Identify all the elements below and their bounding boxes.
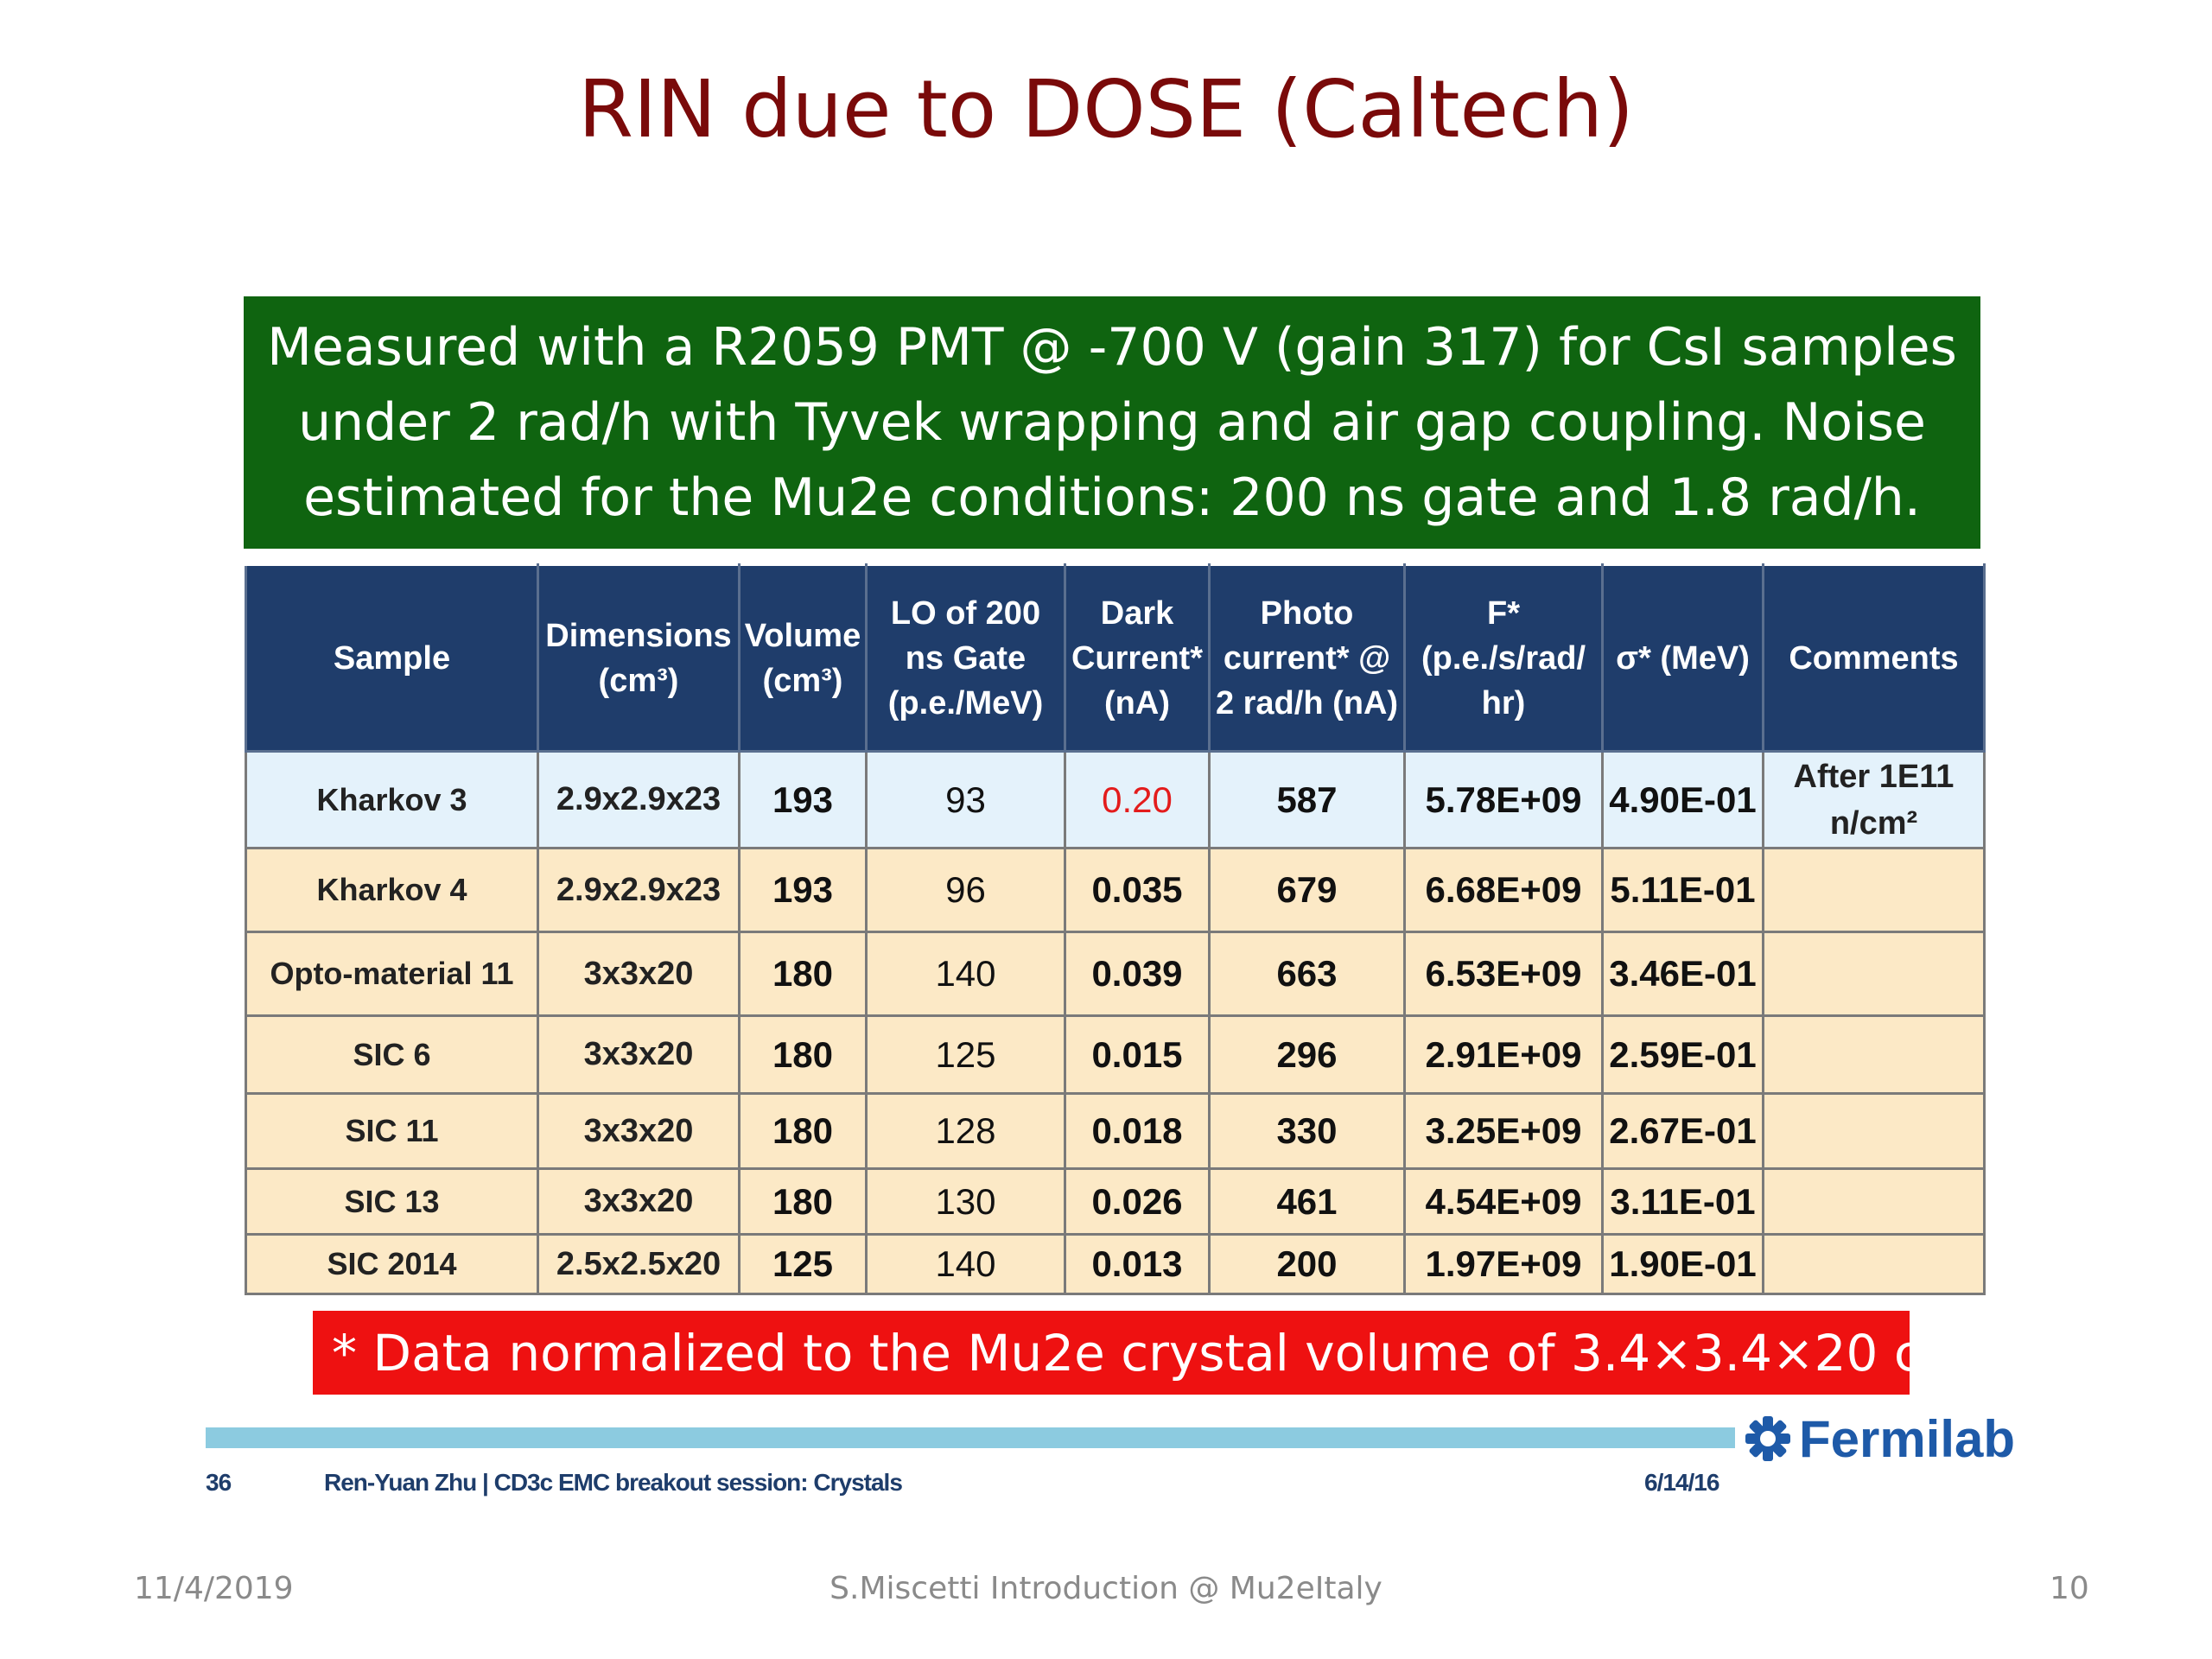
fermilab-logo [1744, 1408, 2015, 1469]
cell-photo-current: 679 [1210, 849, 1405, 932]
fermilab-logo-text: Fermilab [1799, 1409, 2016, 1468]
cell-dimensions: 3x3x20 [538, 1094, 740, 1169]
cell-f: 6.53E+09 [1405, 932, 1603, 1016]
cell-f: 5.78E+09 [1405, 752, 1603, 849]
cell-comment: After 1E11 n/cm² [1764, 752, 1985, 849]
cell-photo-current: 296 [1210, 1016, 1405, 1094]
cell-photo-current: 200 [1210, 1235, 1405, 1294]
cell-dimensions: 3x3x20 [538, 1169, 740, 1235]
cell-dimensions: 2.5x2.5x20 [538, 1235, 740, 1294]
table-row [246, 849, 1985, 932]
table-row [246, 752, 1985, 849]
cell-dimensions: 3x3x20 [538, 1016, 740, 1094]
cell-comment [1764, 1016, 1985, 1094]
cell-f: 3.25E+09 [1405, 1094, 1603, 1169]
cell-f: 6.68E+09 [1405, 849, 1603, 932]
table-row [246, 1235, 1985, 1294]
normalization-note-banner [313, 1311, 1991, 1395]
slide-title: RIN due to DOSE (Caltech) [578, 63, 1634, 156]
footer-page-number: 10 [2050, 1571, 2089, 1606]
cell-photo-current: 587 [1210, 752, 1405, 849]
cell-volume: 193 [740, 752, 867, 849]
cell-sigma: 3.11E-01 [1603, 1169, 1764, 1235]
inner-date: 6/14/16 [1644, 1469, 1719, 1496]
inner-page-number: 36 [206, 1469, 232, 1496]
table-row [246, 1094, 1985, 1169]
cell-sigma: 3.46E-01 [1603, 932, 1764, 1016]
cell-dark-current: 0.015 [1065, 1016, 1210, 1094]
table-row [246, 1016, 1985, 1094]
cell-comment [1764, 1235, 1985, 1294]
info-line-1: Measured with a R2059 PMT @ -700 V (gain 317) for CsI samples [267, 316, 1957, 378]
cell-sigma: 2.67E-01 [1603, 1094, 1764, 1169]
cell-sample: Kharkov 4 [246, 849, 538, 932]
cell-light-output: 140 [867, 1235, 1065, 1294]
inner-author: Ren-Yuan Zhu | CD3c EMC breakout session: Crystals [324, 1469, 902, 1496]
cell-sample: Opto-material 11 [246, 932, 538, 1016]
cell-sample: SIC 6 [246, 1016, 538, 1094]
cell-comment [1764, 849, 1985, 932]
cell-dark-current: 0.20 [1065, 752, 1210, 849]
cell-dark-current: 0.013 [1065, 1235, 1210, 1294]
cell-sample: Kharkov 3 [246, 752, 538, 849]
cell-light-output: 140 [867, 932, 1065, 1016]
cell-photo-current: 461 [1210, 1169, 1405, 1235]
cell-sample: SIC 2014 [246, 1235, 538, 1294]
cell-sample: SIC 13 [246, 1169, 538, 1235]
info-line-3: estimated for the Mu2e conditions: 200 ns gate and 1.8 rad/h. [303, 467, 1921, 528]
header-volume: Volume (cm³) [740, 565, 867, 752]
footer-date: 11/4/2019 [134, 1571, 294, 1606]
footer-presenter: S.Miscetti Introduction @ Mu2eItaly [830, 1571, 1382, 1606]
cell-volume: 180 [740, 1016, 867, 1094]
cell-light-output: 128 [867, 1094, 1065, 1169]
cell-sigma: 4.90E-01 [1603, 752, 1764, 849]
cell-sigma: 1.90E-01 [1603, 1235, 1764, 1294]
cell-light-output: 130 [867, 1169, 1065, 1235]
cell-dark-current: 0.035 [1065, 849, 1210, 932]
cell-light-output: 125 [867, 1016, 1065, 1094]
cell-sigma: 2.59E-01 [1603, 1016, 1764, 1094]
cell-f: 2.91E+09 [1405, 1016, 1603, 1094]
header-comments: Comments [1764, 565, 1985, 752]
cell-dark-current: 0.039 [1065, 932, 1210, 1016]
cell-volume: 180 [740, 1094, 867, 1169]
cell-volume: 180 [740, 1169, 867, 1235]
cell-f: 1.97E+09 [1405, 1235, 1603, 1294]
rin-dose-table [245, 563, 1986, 1295]
cell-volume: 125 [740, 1235, 867, 1294]
cell-sigma: 5.11E-01 [1603, 849, 1764, 932]
header-sample: Sample [246, 565, 538, 752]
cell-light-output: 96 [867, 849, 1065, 932]
header-light-output: LO of 200 ns Gate (p.e./MeV) [867, 565, 1065, 752]
cell-sample: SIC 11 [246, 1094, 538, 1169]
info-line-2: under 2 rad/h with Tyvek wrapping and air gap coupling. Noise [298, 391, 1926, 453]
table-header-row [246, 565, 1985, 752]
note-superscript: 3 [1970, 1335, 1991, 1370]
cell-dimensions: 2.9x2.9x23 [538, 752, 740, 849]
header-f: F* (p.e./s/rad/ hr) [1405, 565, 1603, 752]
table-row [246, 1169, 1985, 1235]
cell-volume: 180 [740, 932, 867, 1016]
cell-light-output: 93 [867, 752, 1065, 849]
table-row [246, 932, 1985, 1016]
cell-dark-current: 0.026 [1065, 1169, 1210, 1235]
cell-photo-current: 330 [1210, 1094, 1405, 1169]
cell-dimensions: 3x3x20 [538, 932, 740, 1016]
cell-comment [1764, 1094, 1985, 1169]
header-dimensions: Dimensions (cm³) [538, 565, 740, 752]
cell-dark-current: 0.018 [1065, 1094, 1210, 1169]
fermilab-mark-icon [1744, 1414, 1792, 1463]
header-dark-current: Dark Current* (nA) [1065, 565, 1210, 752]
cell-photo-current: 663 [1210, 932, 1405, 1016]
cell-comment [1764, 932, 1985, 1016]
footer-divider-line [206, 1427, 1735, 1448]
header-photo-current: Photo current* @ 2 rad/h (nA) [1210, 565, 1405, 752]
measurement-info-box [244, 296, 1980, 549]
cell-f: 4.54E+09 [1405, 1169, 1603, 1235]
cell-volume: 193 [740, 849, 867, 932]
note-text: * Data normalized to the Mu2e crystal volume of 3.4×3.4×20 cm [332, 1323, 1971, 1382]
cell-dimensions: 2.9x2.9x23 [538, 849, 740, 932]
cell-comment [1764, 1169, 1985, 1235]
header-sigma: σ* (MeV) [1603, 565, 1764, 752]
